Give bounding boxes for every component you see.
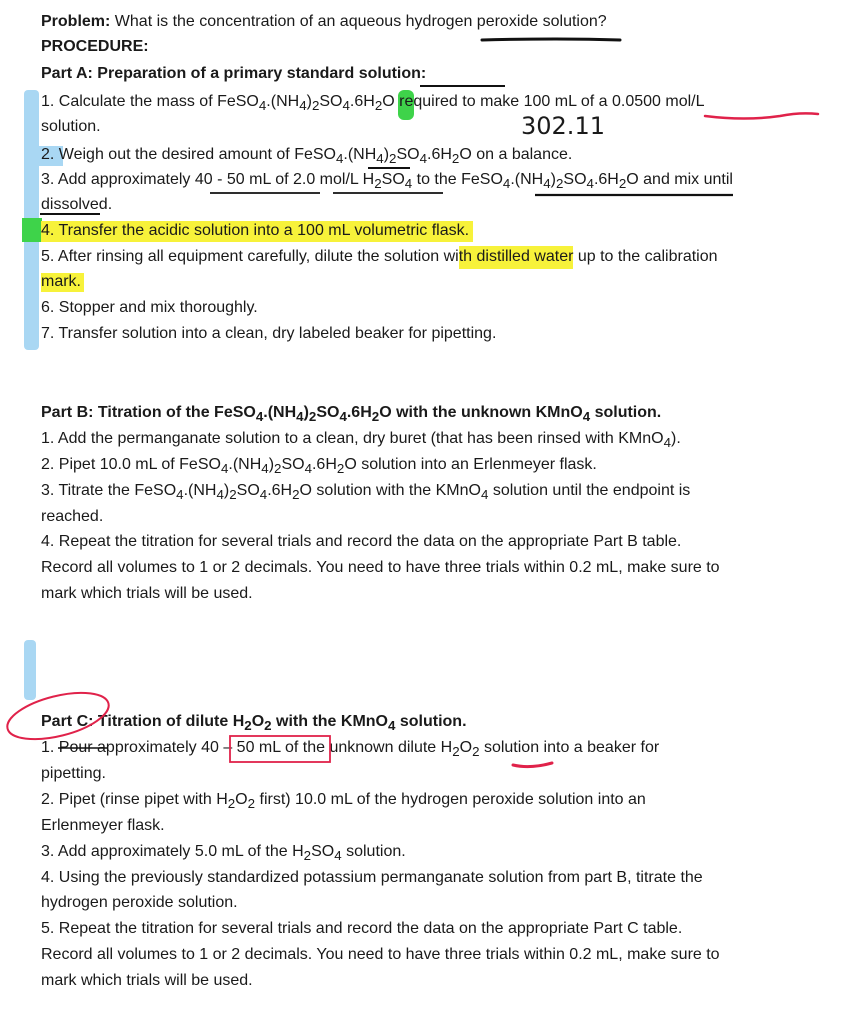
part-a-step-5: 5. After rinsing all equipment carefully, dilute the solution with distilled water up to the calibration [41,247,718,267]
underline-hydrogen-peroxide [482,39,620,40]
part-b-step-4-line-1: 4. Repeat the titration for several trials and record the data on the appropriate Part B table. [41,533,682,550]
part-a-step-1-cont: solution. [41,118,101,135]
part-b-step-3: 3. Titrate the $FeSO_4.(NH_4)_2SO_4.6H_2O$ solution with the KMnO$_4$ solution until the endpoint is [41,482,691,503]
part-a-title: Part A: Preparation of a primary standard solution: [41,65,427,82]
part-c-step-1: 1. Pour approximately 40 – 50 mL of the unknown dilute $H_2O_2$ solution into a beaker for [41,739,660,760]
part-b-step-4-line-2: Record all volumes to 1 or 2 decimals. You need to have three trials within 0.2 mL, make sure to [41,559,720,576]
part-c-step-1-cont: pipetting. [41,765,106,782]
part-b-step-3-cont: reached. [41,508,104,525]
problem-statement [41,12,607,32]
part-c-step-4-line-1: 4. Using the previously standardized potassium permanganate solution from part B, titrate the [41,869,703,886]
part-a-step-7: 7. Transfer solution into a clean, dry labeled beaker for pipetting. [41,325,497,342]
part-a-step-1: 1. Calculate the mass of $FeSO_4.(NH_4)_2SO_4.6H_2O$ required to make 100 mL of a 0.0500 mol/L [41,93,705,114]
part-a-step-2: 2. Weigh out the desired amount of $FeSO_4.(NH_4)_2SO_4.6H_2O$ on a balance. [41,146,573,167]
part-c-title: Part C: Titration of dilute $H_2O_2$ with the KMnO$_4$ solution. [41,713,467,734]
green-highlight-step4 [22,218,42,242]
part-a-step-3: 3. Add approximately 40 - 50 mL of 2.0 mol/L $H_2SO_4$ to the $FeSO_4.(NH_4)_2SO_4.6H_2O$ and mix until [41,171,733,192]
red-underline-molarity [705,113,818,118]
red-underline-h2o2 [513,763,552,767]
procedure-heading: PROCEDURE: [41,38,149,55]
part-a-step-6: 6. Stopper and mix thoroughly. [41,299,258,316]
problem-label: Problem: [41,13,111,30]
blue-highlight-margin-c [24,640,36,700]
part-c-step-3: 3. Add approximately 5.0 mL of the $H_2SO_4$ solution. [41,843,406,864]
part-c-step-5-line-3: mark which trials will be used. [41,972,253,989]
problem-question: What is the concentration of an aqueous hydrogen peroxide solution? [110,13,607,30]
part-b-title: Part B: Titration of the $FeSO_4.(NH_4)_2SO_4.6H_2O$ with the unknown KMnO$_4$ solution. [41,404,662,425]
part-b-step-4-line-3: mark which trials will be used. [41,585,253,602]
part-b-step-2: 2. Pipet 10.0 mL of $FeSO_4.(NH_4)_2SO_4.6H_2O$ solution into an Erlenmeyer flask. [41,456,597,477]
part-c-step-4-line-2: hydrogen peroxide solution. [41,894,238,911]
part-a-step-3-cont: dissolved. [41,196,113,213]
part-a-step-5-cont: mark. [41,272,84,292]
part-a-step-4: 4. Transfer the acidic solution into a 100 mL volumetric flask. [41,221,473,241]
part-b-step-1: 1. Add the permanganate solution to a clean, dry buret (that has been rinsed with KMnO$_4$). [41,430,681,451]
part-c-step-2: 2. Pipet (rinse pipet with $H_2O_2$ first) 10.0 mL of the hydrogen peroxide solution into an [41,791,646,812]
part-c-step-2-cont: Erlenmeyer flask. [41,817,165,834]
part-c-step-5-line-1: 5. Repeat the titration for several trials and record the data on the appropriate Part C table. [41,920,683,937]
handwritten-mass: 302.11 [521,112,605,140]
part-c-step-5-line-2: Record all volumes to 1 or 2 decimals. You need to have three trials within 0.2 mL, make sure to [41,946,720,963]
